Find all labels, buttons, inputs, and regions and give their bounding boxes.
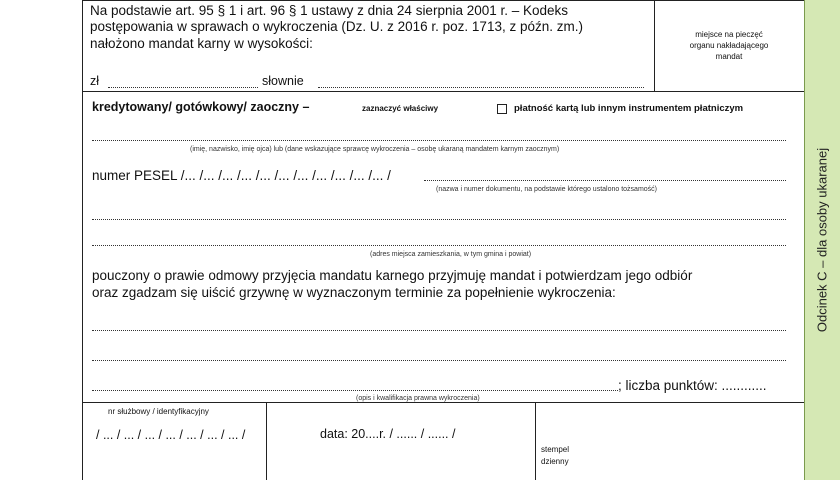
name-field[interactable] bbox=[92, 140, 786, 141]
side-label: Odcinek C – dla osoby ukaranej bbox=[814, 147, 830, 333]
top-border bbox=[82, 0, 804, 1]
name-caption: (imię, nazwisko, imię ojca) lub (dane wskazujące sprawcę wykroczenia – osobę ukaraną mandatem karnym zaocznym) bbox=[190, 146, 560, 153]
address-caption: (adres miejsca zamieszkania, w tym gmina i powiat) bbox=[370, 251, 532, 258]
footer-divider-1 bbox=[266, 402, 267, 480]
day-stamp-line2: dzienny bbox=[541, 457, 569, 466]
offence-field-2[interactable] bbox=[92, 360, 786, 361]
currency-prefix: zł bbox=[90, 74, 100, 88]
acceptance-line1: pouczony o prawie odmowy przyjęcia mandatu karnego przyjmuję mandat i potwierdzam jego odbiór bbox=[92, 268, 693, 283]
words-label: słownie bbox=[262, 74, 304, 88]
card-payment-label: płatność kartą lub innym instrumentem płatniczym bbox=[514, 103, 744, 114]
offence-caption: (opis i kwalifikacja prawna wykroczenia) bbox=[356, 395, 480, 402]
legal-text-line3: nałożono mandat karny w wysokości: bbox=[90, 36, 313, 51]
footer-divider-2 bbox=[535, 402, 536, 480]
document-field[interactable] bbox=[424, 180, 786, 181]
stamp-line3: mandat bbox=[715, 52, 743, 61]
address-field-1[interactable] bbox=[92, 219, 786, 220]
pesel-label: numer PESEL /... /... /... /... /... /... /... /... /... /... /... / bbox=[92, 168, 391, 183]
officer-id-slots[interactable]: / ... / ... / ... / ... / ... / ... / ... / bbox=[96, 428, 246, 442]
offence-field-3[interactable] bbox=[92, 390, 618, 391]
document-caption: (nazwa i numer dokumentu, na podstawie którego ustalono tożsamość) bbox=[436, 186, 658, 193]
stamp-line1: miejsce na pieczęć bbox=[695, 30, 763, 39]
mark-hint: zaznaczyć właściwy bbox=[362, 104, 439, 113]
payment-type-label: kredytowany/ gotówkowy/ zaoczny – bbox=[92, 100, 310, 114]
footer-separator bbox=[82, 402, 804, 403]
stamp-line2: organu nakładającego bbox=[689, 41, 769, 50]
amount-field[interactable] bbox=[108, 87, 258, 88]
legal-text-line2: postępowania w sprawach o wykroczenia (Dz. U. z 2016 r. poz. 1713, z późn. zm.) bbox=[90, 19, 583, 34]
address-field-2[interactable] bbox=[92, 245, 786, 246]
points-label: ; liczba punktów: ............ bbox=[618, 378, 767, 393]
date-field[interactable]: data: 20....r. / ...... / ...... / bbox=[320, 427, 456, 441]
amount-words-field[interactable] bbox=[318, 87, 644, 88]
acceptance-line2: oraz zgadzam się uiścić grzywnę w wyznaczonym terminie za popełnienie wykroczenia: bbox=[92, 285, 616, 300]
card-payment-checkbox[interactable] bbox=[497, 104, 507, 114]
offence-field-1[interactable] bbox=[92, 330, 786, 331]
day-stamp-line1: stempel bbox=[541, 445, 570, 454]
officer-id-label: nr służbowy / identyfikacyjny bbox=[108, 407, 209, 416]
header-separator bbox=[82, 91, 804, 92]
legal-text-line1: Na podstawie art. 95 § 1 i art. 96 § 1 ustawy z dnia 24 sierpnia 2001 r. – Kodeks bbox=[90, 3, 569, 18]
